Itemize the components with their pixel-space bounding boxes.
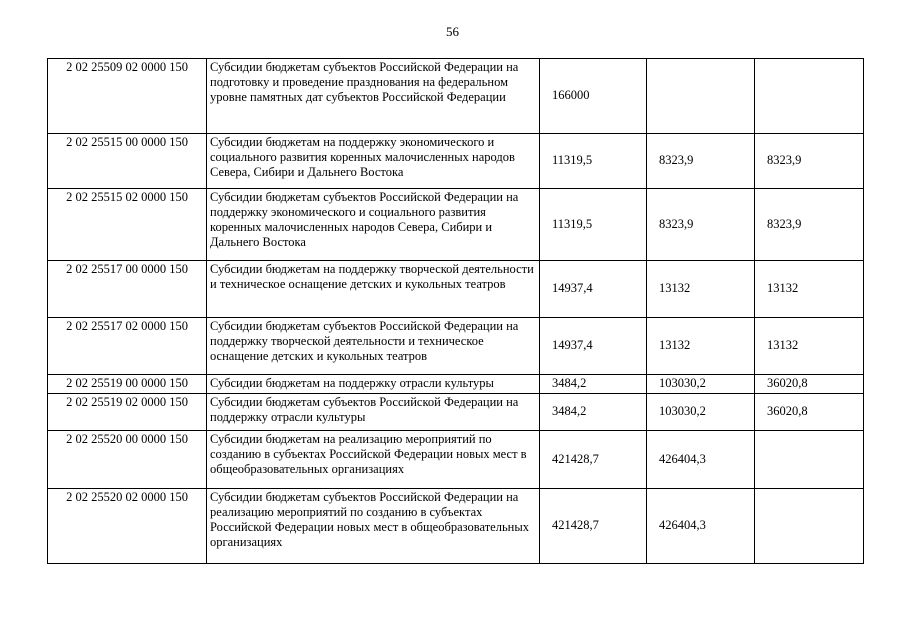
revenue-name-cell: Субсидии бюджетам на реализацию мероприятий по созданию в субъектах Российской Федерации новых мест в общеобразовательных организациях bbox=[207, 431, 540, 489]
amount-year-3-cell bbox=[755, 59, 864, 134]
table-row bbox=[48, 134, 864, 189]
revenue-name-cell: Субсидии бюджетам субъектов Российской Федерации на подготовку и проведение празднования на федеральном уровне памятных дат субъектов Российской Федерации bbox=[207, 59, 540, 134]
amount-year-2-cell: 103030,2 bbox=[647, 375, 755, 394]
amount-year-3-cell: 8323,9 bbox=[755, 134, 864, 189]
revenue-name-cell: Субсидии бюджетам субъектов Российской Федерации на поддержку экономического и социального развития коренных малочисленных народов Севера, Сибири и Дальнего Востока bbox=[207, 189, 540, 261]
amount-year-1-cell: 14937,4 bbox=[540, 261, 647, 318]
classification-code-cell: 2 02 25509 02 0000 150 bbox=[48, 59, 207, 134]
amount-year-2-cell: 8323,9 bbox=[647, 134, 755, 189]
amount-year-2-cell: 426404,3 bbox=[647, 489, 755, 564]
amount-year-1-cell: 421428,7 bbox=[540, 431, 647, 489]
classification-code-cell: 2 02 25520 02 0000 150 bbox=[48, 489, 207, 564]
amount-year-3-cell bbox=[755, 489, 864, 564]
classification-code-cell: 2 02 25515 00 0000 150 bbox=[48, 134, 207, 189]
amount-year-3-cell: 13132 bbox=[755, 318, 864, 375]
amount-year-3-cell: 8323,9 bbox=[755, 189, 864, 261]
classification-code-cell: 2 02 25520 00 0000 150 bbox=[48, 431, 207, 489]
table-row bbox=[48, 59, 864, 134]
budget-table bbox=[47, 58, 864, 564]
classification-code-cell: 2 02 25519 02 0000 150 bbox=[48, 394, 207, 431]
revenue-name-cell: Субсидии бюджетам на поддержку экономического и социального развития коренных малочисленных народов Севера, Сибири и Дальнего Востока bbox=[207, 134, 540, 189]
amount-year-2-cell bbox=[647, 59, 755, 134]
revenue-name-cell: Субсидии бюджетам на поддержку творческой деятельности и техническое оснащение детских и кукольных театров bbox=[207, 261, 540, 318]
amount-year-1-cell: 11319,5 bbox=[540, 189, 647, 261]
amount-year-1-cell: 3484,2 bbox=[540, 375, 647, 394]
amount-year-3-cell: 36020,8 bbox=[755, 394, 864, 431]
amount-year-2-cell: 13132 bbox=[647, 318, 755, 375]
amount-year-3-cell bbox=[755, 431, 864, 489]
amount-year-1-cell: 11319,5 bbox=[540, 134, 647, 189]
revenue-name-cell: Субсидии бюджетам на поддержку отрасли культуры bbox=[207, 375, 540, 394]
table-row bbox=[48, 261, 864, 318]
amount-year-3-cell: 13132 bbox=[755, 261, 864, 318]
revenue-name-cell: Субсидии бюджетам субъектов Российской Федерации на реализацию мероприятий по созданию в субъектах Российской Федерации новых мест в общеобразовательных организациях bbox=[207, 489, 540, 564]
revenue-name-cell: Субсидии бюджетам субъектов Российской Федерации на поддержку отрасли культуры bbox=[207, 394, 540, 431]
amount-year-2-cell: 8323,9 bbox=[647, 189, 755, 261]
amount-year-3-cell: 36020,8 bbox=[755, 375, 864, 394]
amount-year-1-cell: 14937,4 bbox=[540, 318, 647, 375]
revenue-name-cell: Субсидии бюджетам субъектов Российской Федерации на поддержку творческой деятельности и техническое оснащение детских и кукольных театров bbox=[207, 318, 540, 375]
amount-year-1-cell: 166000 bbox=[540, 59, 647, 134]
amount-year-1-cell: 421428,7 bbox=[540, 489, 647, 564]
table-row bbox=[48, 189, 864, 261]
table-row bbox=[48, 431, 864, 489]
page-number: 56 bbox=[446, 24, 459, 39]
amount-year-2-cell: 426404,3 bbox=[647, 431, 755, 489]
classification-code-cell: 2 02 25517 02 0000 150 bbox=[48, 318, 207, 375]
amount-year-2-cell: 13132 bbox=[647, 261, 755, 318]
table-row bbox=[48, 394, 864, 431]
table-row bbox=[48, 318, 864, 375]
amount-year-2-cell: 103030,2 bbox=[647, 394, 755, 431]
table-row bbox=[48, 375, 864, 394]
classification-code-cell: 2 02 25517 00 0000 150 bbox=[48, 261, 207, 318]
amount-year-1-cell: 3484,2 bbox=[540, 394, 647, 431]
classification-code-cell: 2 02 25519 00 0000 150 bbox=[48, 375, 207, 394]
classification-code-cell: 2 02 25515 02 0000 150 bbox=[48, 189, 207, 261]
table-row bbox=[48, 489, 864, 564]
